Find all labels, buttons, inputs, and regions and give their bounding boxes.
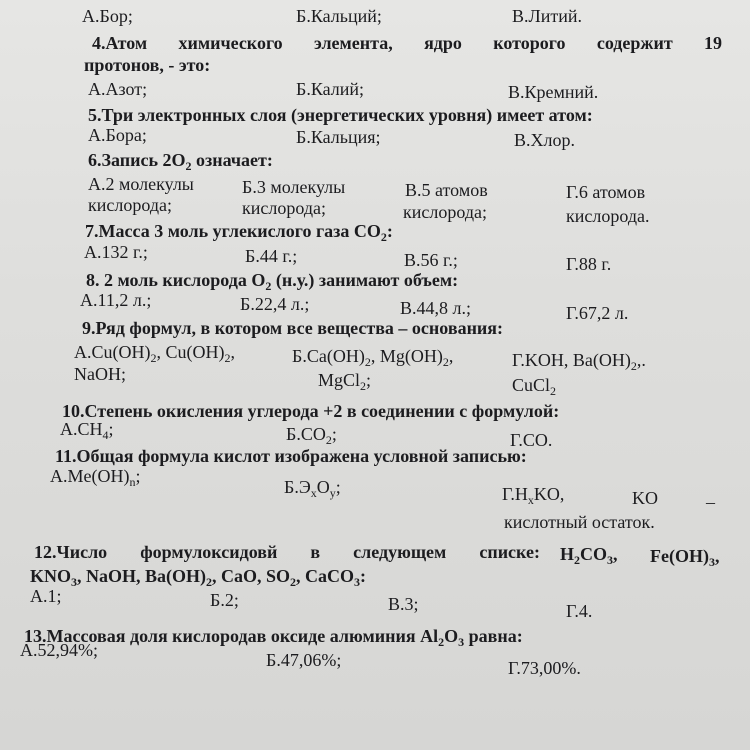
question-10: 10.Степень окисления углерода +2 в соединении с формулой:	[62, 401, 560, 421]
q8-option-c: В.44,8 л.;	[400, 298, 471, 318]
question-12-line-1: 12.Число формулоксидовй в следующем списке:	[34, 542, 540, 562]
question-6: 6.Запись $2O_2$ означает:	[88, 150, 273, 173]
q4-option-a: А.Азот;	[88, 79, 148, 99]
q12-option-a: А.1;	[30, 586, 62, 606]
q13-option-c: Г.73,00%.	[508, 658, 581, 678]
q9-option-b-line-2: MgCl$_2$;	[318, 370, 372, 393]
q9-option-a-line-2: NaOH;	[74, 364, 126, 384]
question-9: 9.Ряд формул, в котором все вещества – основания:	[82, 318, 504, 338]
option-c-top: В.Литий.	[512, 6, 582, 26]
q8-option-b: Б.22,4 л.;	[240, 294, 310, 314]
question-5: 5.Три электронных слоя (энергетических уровня) имеет атом:	[88, 105, 593, 125]
q7-option-c: В.56 г.;	[404, 250, 458, 270]
q11-option-a: $А.Me(OH)_n$;	[50, 466, 141, 489]
q11-option-c: $Г.H_xKO$,	[502, 484, 565, 507]
q9-option-a: $А.Cu(OH)_2$, $Cu(OH)_2$,	[74, 342, 235, 365]
q10-option-c: Г.CO.	[510, 430, 553, 450]
q7-option-d: Г.88 г.	[566, 254, 612, 274]
q9-option-c-line-2: CuCl$_2$	[512, 375, 557, 398]
q5-option-b: Б.Кальция;	[296, 127, 381, 147]
q10-option-a: $А.CH_4$;	[60, 419, 114, 442]
q7-option-b: Б.44 г.;	[245, 246, 298, 266]
q6-option-a-line-2: кислорода;	[88, 195, 172, 215]
question-12-line-2: $KNO_3$, NaOH, $Ba(OH)_2$, CaO, $SO_2$, CaCO$_3$:	[30, 566, 367, 589]
q6-option-d-line-2: кислорода.	[566, 206, 650, 226]
q11-option-b: $Б.Э_xO_y$;	[284, 477, 341, 500]
q9-option-b: $Б.Ca(OH)_2$, $Mg(OH)_2$,	[292, 346, 454, 369]
option-a-top: А.Бор;	[82, 6, 133, 26]
q8-option-d: Г.67,2 л.	[566, 303, 629, 323]
q6-option-c-line-2: кислорода;	[403, 202, 487, 222]
q8-option-a: А.11,2 л.;	[80, 290, 152, 310]
q6-option-b-line-2: кислорода;	[242, 198, 326, 218]
q5-option-c: В.Хлор.	[514, 130, 575, 150]
question-4-line-2: протонов, - это:	[84, 55, 211, 75]
q7-option-a: А.132 г.;	[84, 242, 148, 262]
q13-option-b: Б.47,06%;	[266, 650, 342, 670]
question-11: 11.Общая формула кислот изображена условной записью:	[55, 446, 527, 466]
question-7: 7.Масса 3 моль углекислого газа $CO_2$:	[85, 221, 393, 244]
q11-dash: –	[706, 492, 715, 512]
q12-option-b: Б.2;	[210, 590, 239, 610]
q12-formula-h2co3: $H_2CO_3$,	[560, 544, 618, 567]
q5-option-a: А.Бора;	[88, 125, 147, 145]
q12-option-c: В.3;	[388, 594, 419, 614]
q11-option-c-line-2: кислотный остаток.	[504, 512, 655, 532]
q11-ko-label: KO	[632, 488, 658, 508]
q12-option-d: Г.4.	[566, 601, 593, 621]
q9-option-c: Г.KOH, $Ba(OH)_2$,.	[512, 350, 646, 373]
q10-option-b: $Б.CO_2$;	[286, 424, 337, 447]
q12-formula-feoh3: $Fe(OH)_3$,	[650, 546, 720, 569]
question-8: 8. 2 моль кислорода $O_2$ (н.у.) занимают объем:	[86, 270, 459, 293]
question-13: 13.Массовая доля кислородав оксиде алюминия $Al_2O_3$ равна:	[24, 626, 523, 649]
q4-option-c: В.Кремний.	[508, 82, 599, 102]
q6-option-a-line-1: А.2 молекулы	[88, 174, 194, 194]
q6-option-d-line-1: Г.6 атомов	[566, 182, 646, 202]
option-b-top: Б.Кальций;	[296, 6, 382, 26]
q6-option-c-line-1: В.5 атомов	[405, 180, 488, 200]
q6-option-b-line-1: Б.3 молекулы	[242, 177, 346, 197]
question-4-line-1: 4.Атом химического элемента, ядро которого содержит 19	[92, 33, 722, 53]
q13-option-a: А.52,94%;	[20, 640, 98, 660]
q4-option-b: Б.Калий;	[296, 79, 365, 99]
